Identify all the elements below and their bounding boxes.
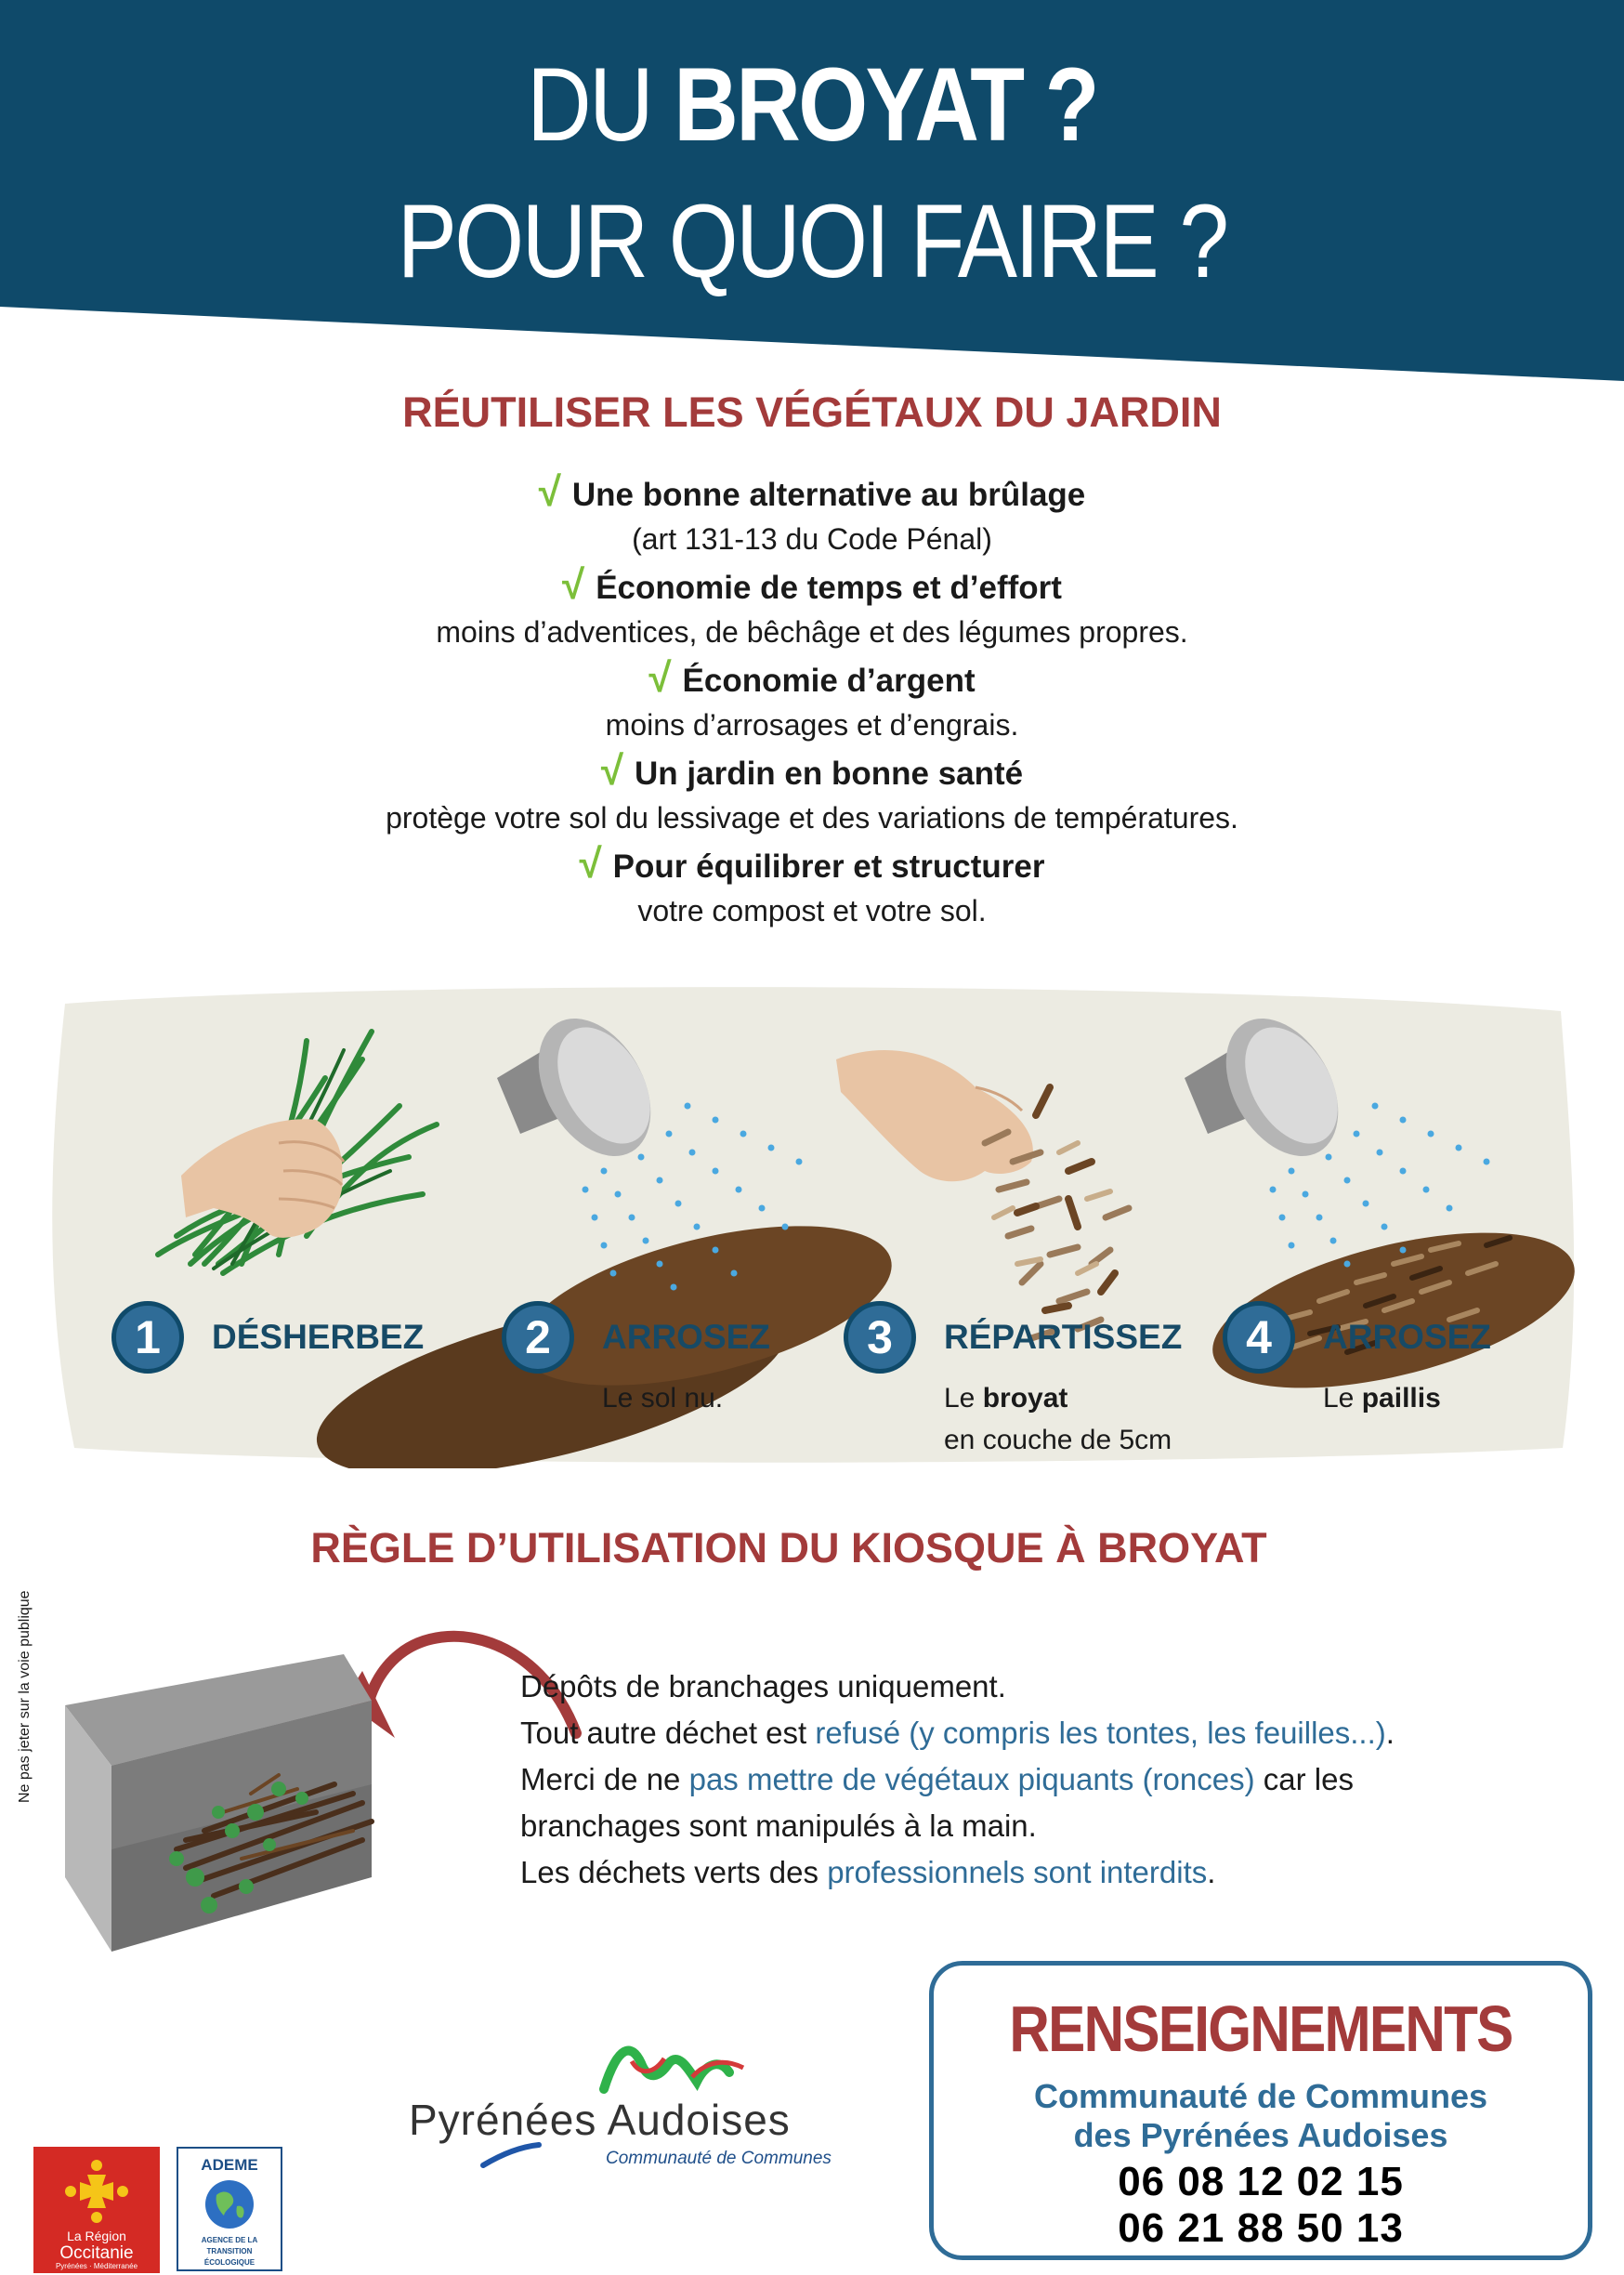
step-number-badge: 3 [844, 1301, 916, 1374]
ademe-logo: ADEME AGENCE DE LA TRANSITION ÉCOLOGIQUE [177, 2147, 282, 2271]
benefit-title: Pour équilibrer et structurer [612, 848, 1045, 885]
check-icon: √ [538, 469, 561, 515]
contact-title: RENSEIGNEMENTS [1009, 1992, 1513, 2065]
rule-line: Dépôts de branchages uniquement. [520, 1669, 1006, 1703]
check-icon: √ [600, 748, 624, 794]
occitan-cross-icon [59, 2154, 134, 2227]
benefit-subtext: votre compost et votre sol. [637, 894, 987, 927]
step-description: Le sol nu. [602, 1383, 724, 1414]
section-title-kiosk: RÈGLE D’UTILISATION DU KIOSQUE À BROYAT [310, 1524, 1267, 1571]
step-label: ARROSEZ [1323, 1318, 1491, 1356]
occitanie-logo: La Région Occitanie Pyrénées · Méditerranée [33, 2147, 160, 2273]
phone-number: 06 21 88 50 13 [1118, 2205, 1404, 2251]
contact-org-line-1: Communauté de Communes [1033, 2077, 1488, 2115]
contact-org-line-2: des Pyrénées Audoises [1073, 2116, 1448, 2154]
step-label: DÉSHERBEZ [212, 1318, 425, 1356]
rule-line: Merci de ne pas mettre de végétaux piquants (ronces) car les [520, 1762, 1354, 1796]
step-number-badge: 1 [111, 1301, 184, 1374]
benefit-title: Une bonne alternative au brûlage [571, 477, 1086, 513]
logo-name: Pyrénées Audoises [409, 2096, 791, 2144]
check-icon: √ [562, 562, 585, 608]
benefit-item [0, 562, 1624, 655]
contact-box [929, 1961, 1592, 2260]
benefit-subtext: moins d’arrosages et d’engrais. [605, 708, 1019, 742]
step-label: ARROSEZ [602, 1318, 770, 1356]
step-description: Le broyat en couche de 5cm [944, 1383, 1172, 1455]
title-line-2: POUR QUOI FAIRE ? [397, 183, 1227, 299]
benefit-subtext: moins d’adventices, de bêchâge et des légumes propres. [436, 615, 1188, 649]
pyrenees-audoises-logo [409, 2035, 855, 2175]
step-number-badge: 2 [502, 1301, 574, 1374]
benefit-title: Économie d’argent [682, 663, 976, 699]
benefit-subtext: (art 131-13 du Code Pénal) [632, 522, 992, 556]
kiosk-illustration [56, 1598, 595, 1952]
header-banner [0, 0, 1624, 390]
globe-icon [203, 2178, 255, 2230]
kiosk-rules [520, 1664, 1617, 1896]
benefit-subtext: protège votre sol du lessivage et des variations de températures. [386, 801, 1238, 835]
benefit-item [0, 655, 1624, 748]
rule-line: branchages sont manipulés à la main. [520, 1808, 1037, 1843]
step-label: RÉPARTISSEZ [944, 1318, 1183, 1356]
step-description: Le paillis [1323, 1383, 1441, 1414]
benefit-item [0, 469, 1624, 562]
check-icon: √ [648, 655, 672, 701]
benefit-item [0, 841, 1624, 934]
section-title-reuse: RÉUTILISER LES VÉGÉTAUX DU JARDIN [402, 388, 1222, 436]
rule-line: Tout autre déchet est refusé (y compris les tontes, les feuilles...). [520, 1716, 1395, 1750]
rule-line: Les déchets verts des professionnels sont interdits. [520, 1855, 1216, 1889]
side-note: Ne pas jeter sur la voie publique [17, 1590, 33, 1803]
check-icon: √ [579, 841, 602, 887]
benefits-list [0, 469, 1624, 934]
title-line-1: DU BROYAT ? [527, 46, 1097, 163]
benefit-item [0, 748, 1624, 841]
logo-subtitle: Communauté de Communes [606, 2149, 832, 2168]
step-number-badge: 4 [1223, 1301, 1295, 1374]
benefit-title: Un jardin en bonne santé [635, 756, 1024, 792]
phone-number: 06 08 12 02 15 [1118, 2159, 1404, 2204]
benefit-title: Économie de temps et d’effort [596, 570, 1062, 606]
